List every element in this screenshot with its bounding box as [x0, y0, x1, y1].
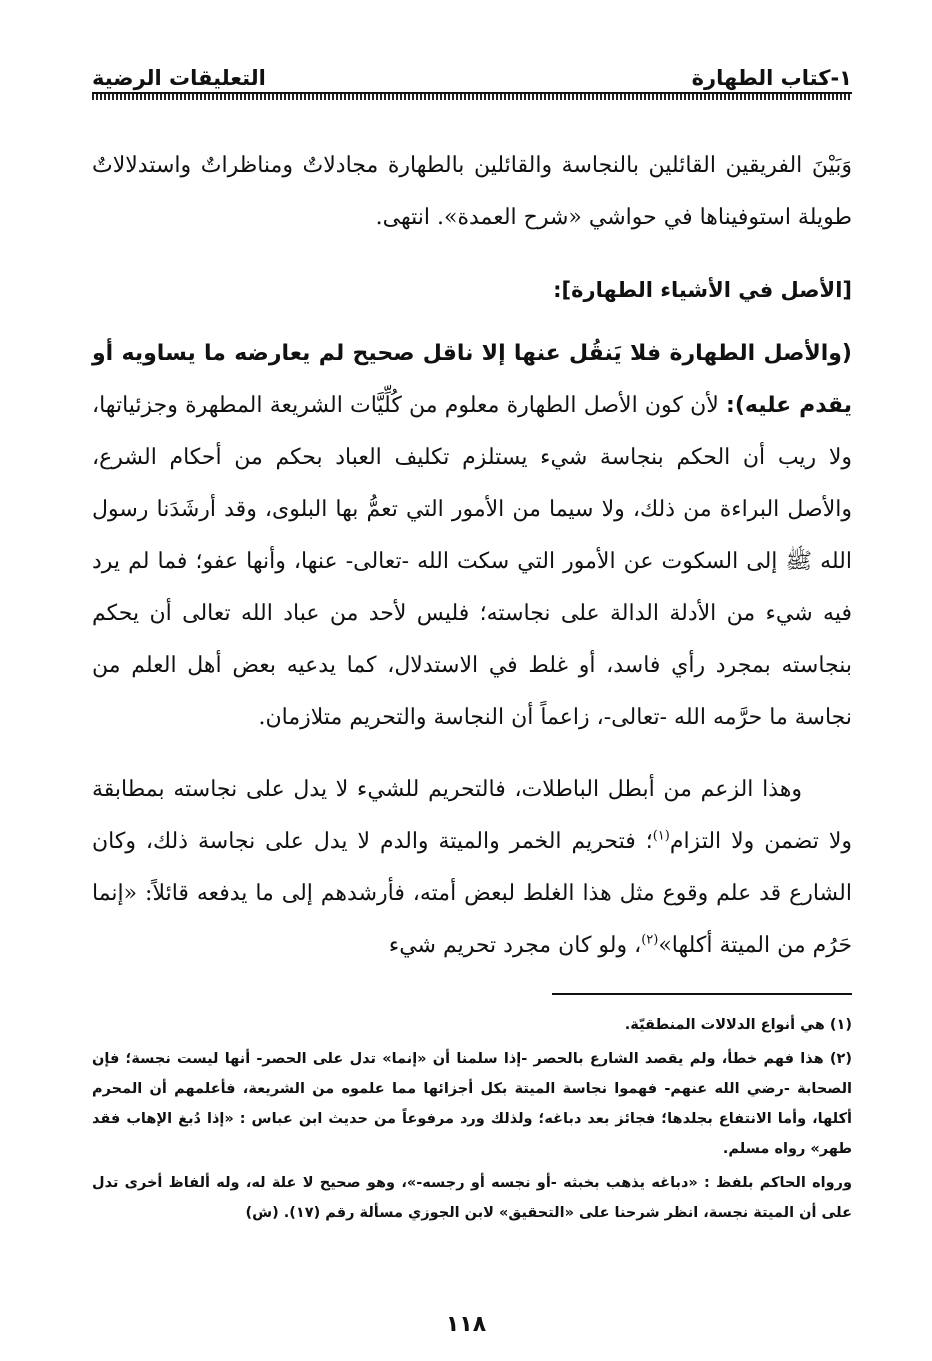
paragraph-1: وَبَيْنَ الفريقين القائلين بالنجاسة والقائلين بالطهارة مجادلاتٌ ومناظراتٌ واستدلالاتٌ طويلة استوفيناها في حواشي «شرح العمدة». انتهى. — [92, 153, 852, 230]
main-text — [92, 140, 852, 992]
chapter-title: ١-كتاب الطهارة — [691, 66, 852, 90]
paragraph-3 — [92, 764, 852, 972]
footnote-2: (٢) هذا فهم خطأ، ولم يقصد الشارع بالحصر -إذا سلمنا أن «إنما» تدل على الحصر- أنها ليست نجسة؛ فإن الصحابة -رضي الله عنهم- فهموا نجاسة الميتة بكل أجزائها مما علموه من الشريعة، فأعلمهم أن المحرم أكلها، وأما الانتفاع بجلدها؛ فجائز بعد دباغه؛ ولذلك ورد مرفوعاً من حديث ابن عباس : «إذا دُبغ الإهاب فقد طهر» رواه مسلم. — [92, 1051, 852, 1157]
section-heading: [الأصل في الأشياء الطهارة]: — [553, 278, 852, 302]
paragraph-3-part-c: ، ولو كان مجرد تحريم شيء — [388, 933, 642, 958]
paragraph-3-part-a: وهذا الزعم من أبطل الباطلات، فالتحريم للشيء لا يدل على نجاسته بمطابقة ولا تضمن ولا التزام — [92, 777, 852, 854]
footnotes — [92, 1010, 852, 1232]
paragraph-2 — [92, 328, 852, 744]
footnote-ref-1: (١) — [652, 828, 670, 844]
page-number: ١١٨ — [445, 1312, 487, 1337]
footnote-ref-2: (٢) — [641, 932, 659, 948]
paragraph-3-part-b: ؛ فتحريم الخمر والميتة والدم لا يدل على نجاسة ذلك، وكان الشارع قد علم وقوع مثل هذا الغلط لبعض أمته، فأرشدهم إلى ما يدفعه قائلاً: «إنما حَرُم من الميتة أكلها» — [92, 829, 852, 958]
footnote-2-continued: ورواه الحاكم بلفظ : «دباغه يذهب بخبثه -أو نجسه أو رجسه-»، وهو صحيح لا علة له، وله ألفاظ أخرى تدل على أن الميتة نجسة، انظر شرحنا على «التحقيق» لابن الجوزي مسألة رقم (١٧). (ش) — [92, 1175, 852, 1221]
book-title: التعليقات الرضية — [92, 66, 266, 90]
running-header — [92, 50, 852, 90]
paragraph-2-lead: (والأصل الطهارة فلا يَنقُل عنها إلا ناقل صحيح لم يعارضه ما يساويه أو يقدم عليه): — [92, 341, 852, 418]
header-rule — [92, 92, 852, 100]
footnote-1: (١) هي أنواع الدلالات المنطقيّة. — [624, 1017, 852, 1033]
paragraph-2-rest: لأن كون الأصل الطهارة معلوم من كُلِّيَّات الشريعة المطهرة وجزئياتها، ولا ريب أن الحكم بنجاسة شيء يستلزم تكليف العباد بحكم من أحكام الشرع، والأصل البراءة من ذلك، ولا سيما من الأمور التي تعمُّ بها البلوى، وقد أرشَدَنا رسول الله ﷺ إلى السكوت عن الأمور التي سكت الله -تعالى- عنها، وأنها عفو؛ فما لم يرد فيه شيء من الأدلة الدالة على نجاسته؛ فليس لأحد من عباد الله تعالى أن يحكم بنجاسته بمجرد رأي فاسد، أو غلط في الاستدلال، كما يدعيه بعض أهل العلم من نجاسة ما حرَّمه الله -تعالى-، زاعماً أن النجاسة والتحريم متلازمان. — [92, 393, 852, 730]
footnote-separator — [552, 993, 852, 995]
